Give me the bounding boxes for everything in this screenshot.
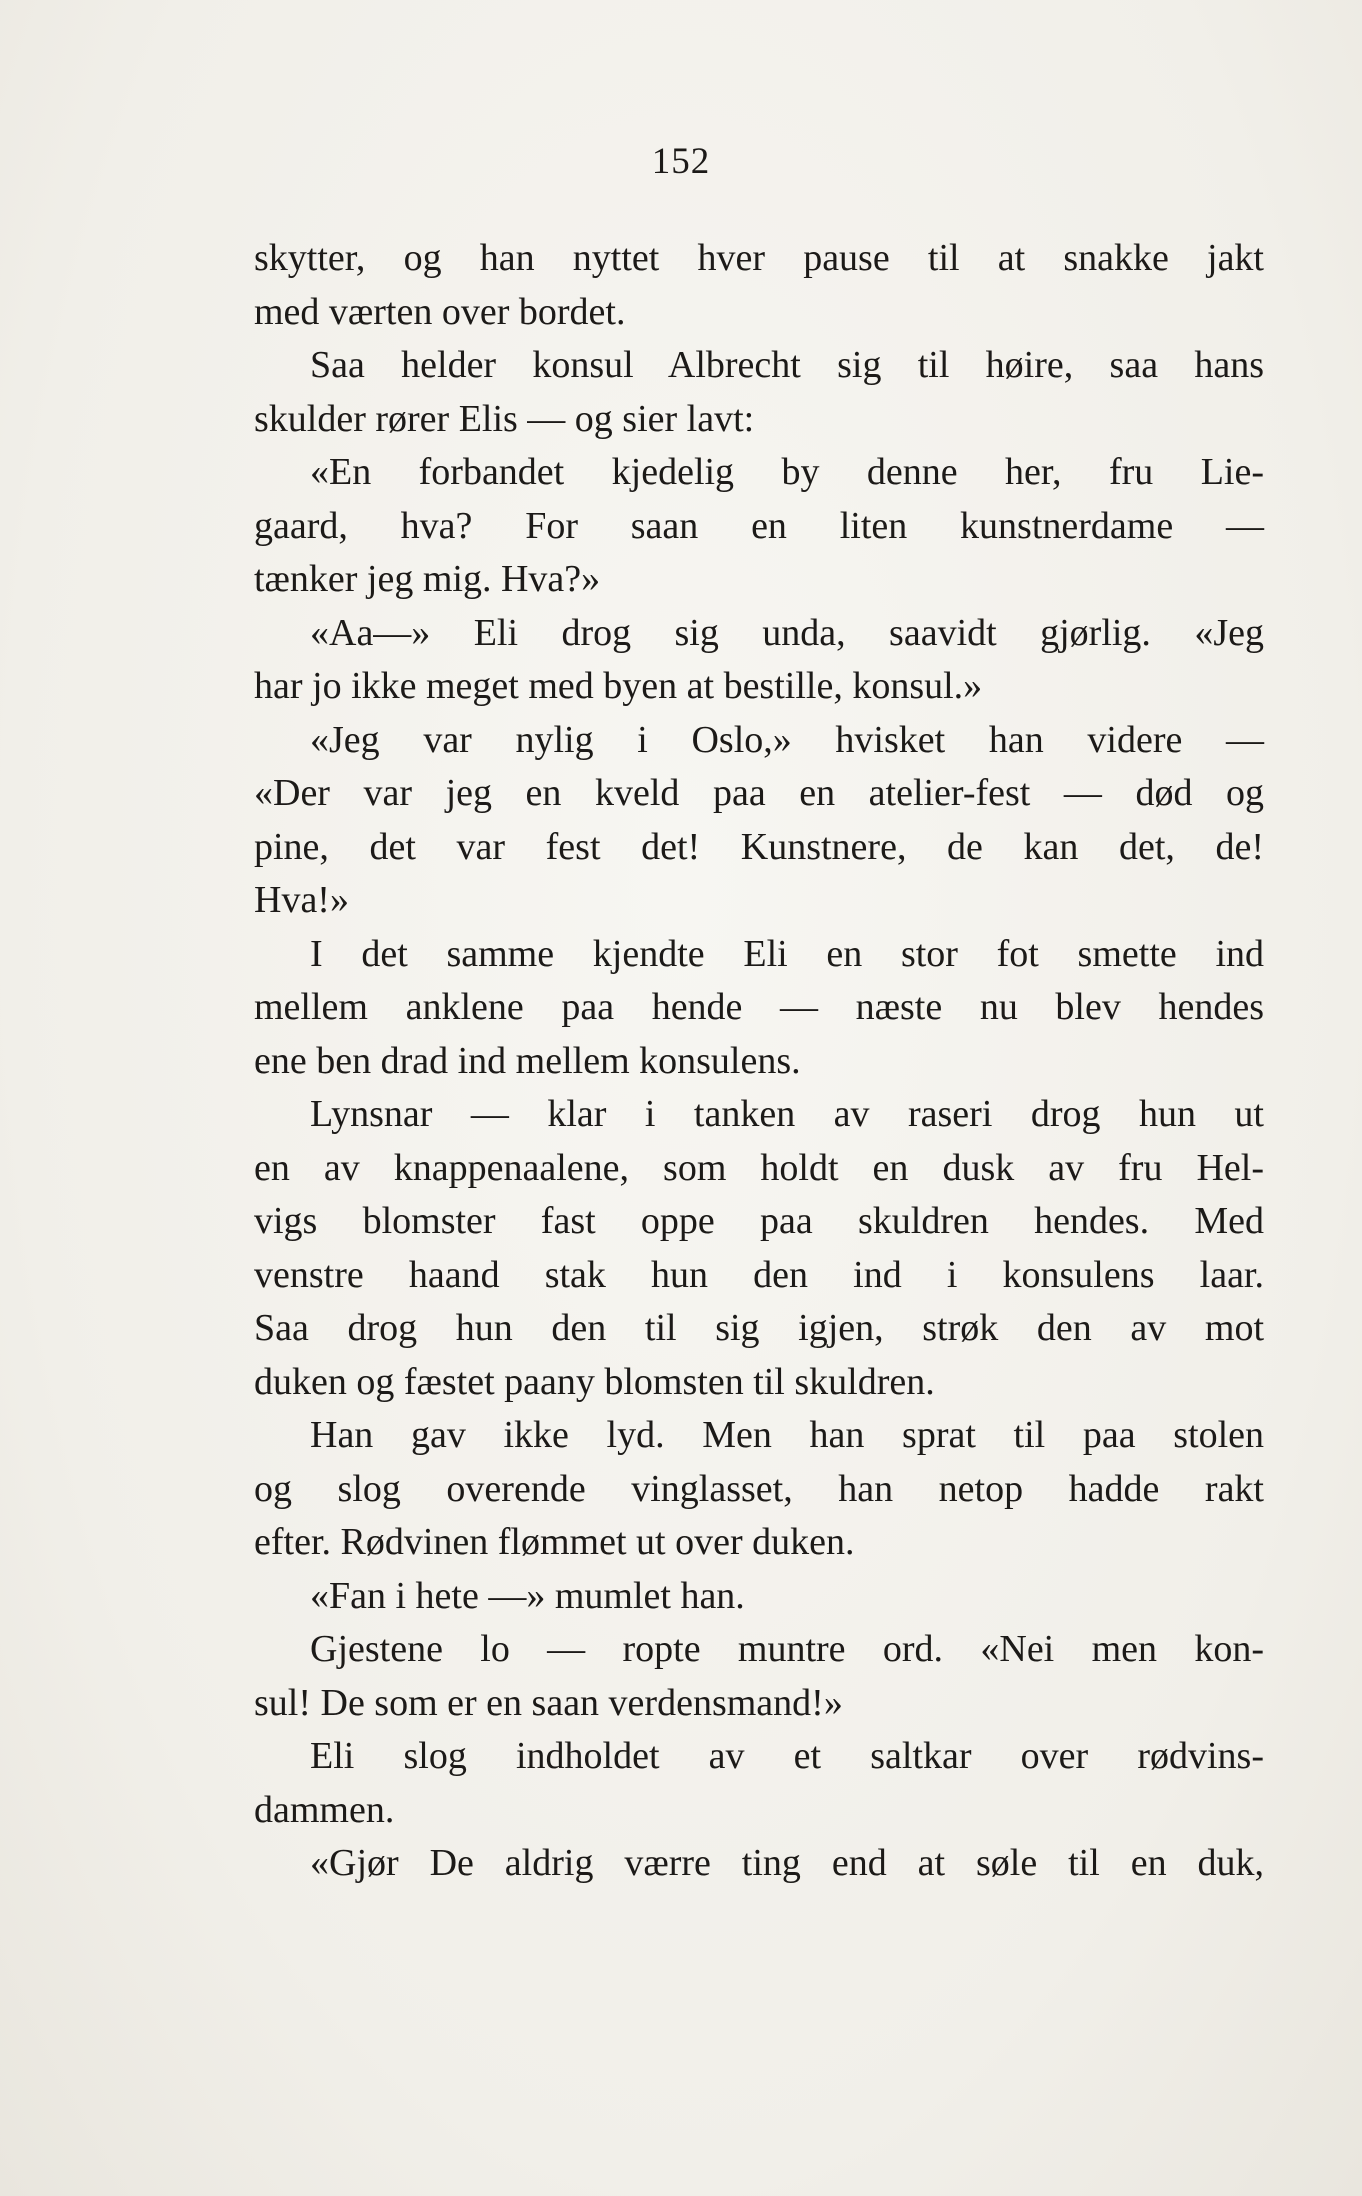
text-line: skulder rører Elis — og sier lavt:: [254, 397, 755, 440]
text-line: sul! De som er en saan verdensmand!»: [254, 1681, 843, 1724]
text-line: Han gav ikke lyd. Men han sprat til paa stolen: [310, 1414, 1264, 1456]
text-line: venstre haand stak hun den ind i konsulens laar.: [254, 1253, 1264, 1296]
text-line: I det samme kjendte Eli en stor fot smette ind: [310, 932, 1264, 975]
text-line: pine, det var fest det! Kunstnere, de kan det, de!: [254, 825, 1264, 868]
text-line: «Gjør De aldrig værre ting end at søle til en duk,: [310, 1842, 1264, 1884]
text-line: har jo ikke meget med byen at bestille, konsul.»: [254, 665, 983, 707]
text-line: vigs blomster fast oppe paa skuldren hendes. Med: [254, 1200, 1264, 1242]
body-text: [254, 232, 1264, 1891]
page-number: 152: [651, 141, 711, 182]
text-line: «Aa—» Eli drog sig unda, saavidt gjørlig. «Jeg: [310, 611, 1264, 654]
text-line: tænker jeg mig. Hva?»: [254, 558, 601, 600]
text-line: Eli slog indholdet av et saltkar over rødvins-: [310, 1735, 1264, 1777]
text-line: «Fan i hete —» mumlet han.: [310, 1574, 745, 1617]
text-line: en av knappenaalene, som holdt en dusk av fru Hel-: [254, 1146, 1264, 1189]
text-line: «Jeg var nylig i Oslo,» hvisket han videre —: [310, 718, 1264, 761]
text-line: ene ben drad ind mellem konsulens.: [254, 1039, 801, 1082]
text-line: Hva!»: [254, 879, 349, 921]
text-line: «En forbandet kjedelig by denne her, fru Lie-: [310, 451, 1264, 493]
text-line: efter. Rødvinen flømmet ut over duken.: [254, 1521, 855, 1563]
text-line: duken og fæstet paany blomsten til skuldren.: [254, 1360, 935, 1403]
text-line: dammen.: [254, 1788, 395, 1831]
text-line: skytter, og han nyttet hver pause til at snakke jakt: [254, 237, 1264, 279]
text-line: med værten over bordet.: [254, 290, 626, 333]
text-line: Saa drog hun den til sig igjen, strøk den av mot: [254, 1307, 1264, 1349]
text-line: og slog overende vinglasset, han netop hadde rakt: [254, 1467, 1264, 1510]
text-line: «Der var jeg en kveld paa en atelier-fest — død og: [254, 772, 1264, 814]
text-line: Gjestene lo — ropte muntre ord. «Nei men kon-: [310, 1628, 1264, 1670]
text-line: gaard, hva? For saan en liten kunstnerdame —: [254, 504, 1264, 547]
text-line: Lynsnar — klar i tanken av raseri drog hun ut: [310, 1093, 1264, 1135]
text-line: mellem anklene paa hende — næste nu blev hendes: [254, 986, 1264, 1028]
text-line: Saa helder konsul Albrecht sig til høire, saa hans: [310, 344, 1264, 386]
